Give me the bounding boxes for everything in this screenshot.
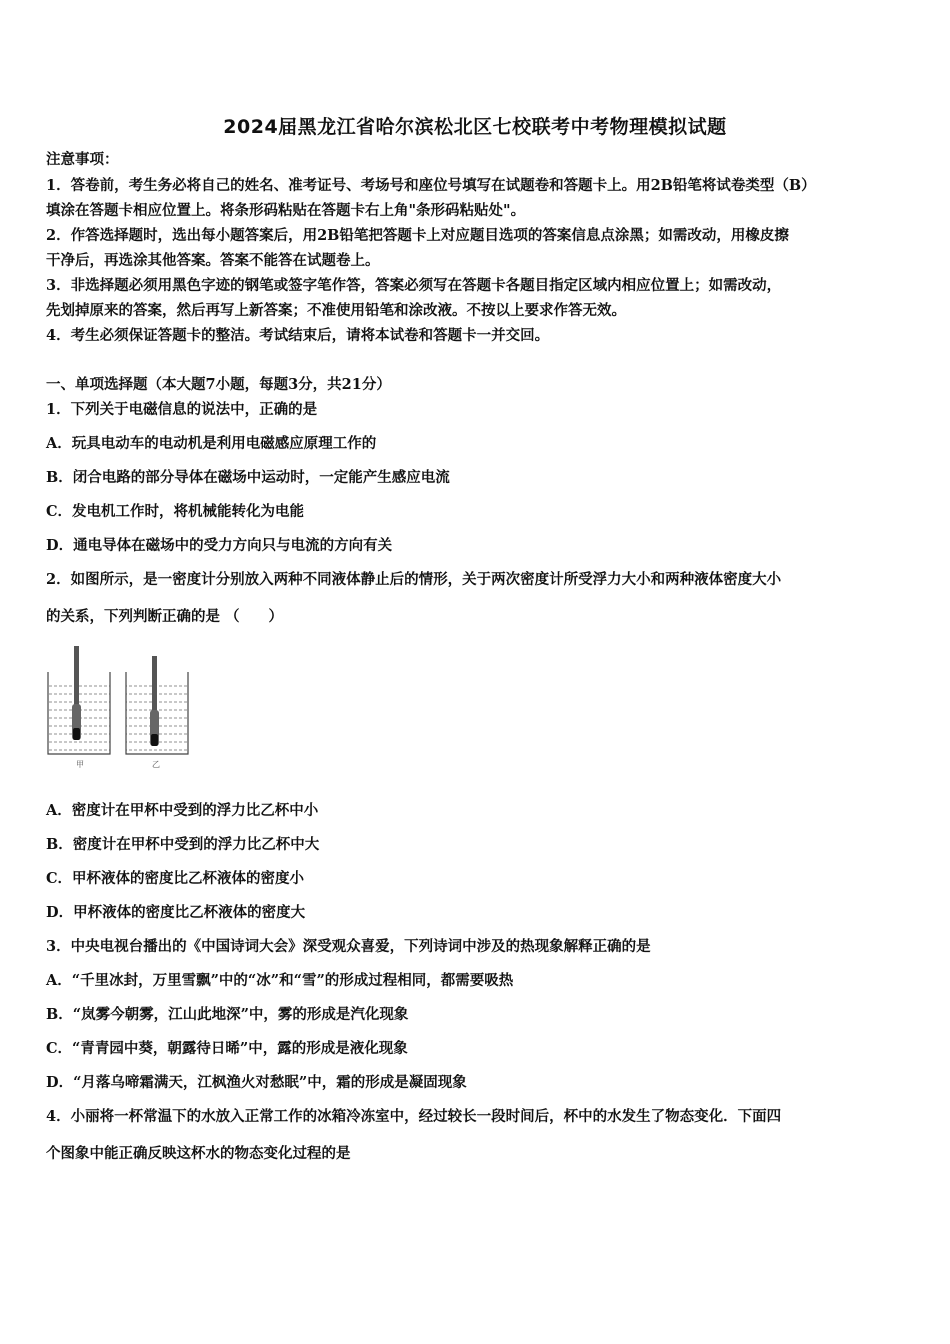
notice-line: 干净后，再选涂其他答案。答案不能答在试题卷上。 bbox=[46, 252, 380, 269]
notice-line: 3．非选择题必须用黑色字迹的钢笔或签字笔作答，答案必须写在答题卡各题目指定区域内相应位置上；如需改动， bbox=[46, 277, 782, 294]
question-1-option-a: A．玩具电动车的电动机是利用电磁感应原理工作的 bbox=[46, 435, 377, 452]
question-3-stem: 3．中央电视台播出的《中国诗词大会》深受观众喜爱，下列诗词中涉及的热现象解释正确的是 bbox=[46, 938, 651, 955]
question-2-stem-cont: 的关系，下列判断正确的是 （ ） bbox=[46, 608, 284, 625]
question-2-option-d: D．甲杯液体的密度比乙杯液体的密度大 bbox=[46, 904, 306, 921]
question-2-option-b: B．密度计在甲杯中受到的浮力比乙杯中大 bbox=[46, 836, 320, 853]
question-4-stem: 4．小丽将一杯常温下的水放入正常工作的冰箱冷冻室中，经过较长一段时间后，杯中的水发生了物态变化．下面四 bbox=[46, 1108, 782, 1125]
notice-line: 4．考生必须保证答题卡的整洁。考试结束后，请将本试卷和答题卡一并交回。 bbox=[46, 327, 550, 344]
notice-line: 先划掉原来的答案，然后再写上新答案；不准使用铅笔和涂改液。不按以上要求作答无效。 bbox=[46, 302, 626, 319]
question-2-option-a: A．密度计在甲杯中受到的浮力比乙杯中小 bbox=[46, 802, 319, 819]
notice-line: 1．答卷前，考生务必将自己的姓名、准考证号、考场号和座位号填写在试题卷和答题卡上。用2B铅笔将试卷类型（B） bbox=[46, 177, 816, 194]
question-3-option-b: B．“岚雾今朝雾，江山此地深”中，雾的形成是汽化现象 bbox=[46, 1006, 409, 1023]
label-yi: 乙 bbox=[152, 760, 160, 769]
question-3-option-a: A．“千里冰封，万里雪飘”中的“冰”和“雪”的形成过程相同，都需要吸热 bbox=[46, 972, 514, 989]
question-3-option-c: C．“青青园中葵，朝露待日晞”中，露的形成是液化现象 bbox=[46, 1040, 408, 1057]
question-1-option-b: B．闭合电路的部分导体在磁场中运动时，一定能产生感应电流 bbox=[46, 469, 450, 486]
hydrometer-figure bbox=[44, 642, 194, 770]
notice-line: 2．作答选择题时，选出每小题答案后，用2B铅笔把答题卡上对应题目选项的答案信息点涂黑；如需改动，用橡皮擦 bbox=[46, 227, 789, 244]
beaker-yi bbox=[126, 656, 188, 754]
beaker-jia bbox=[48, 646, 110, 754]
question-1-stem: 1．下列关于电磁信息的说法中，正确的是 bbox=[46, 401, 318, 418]
page-title: 2024届黑龙江省哈尔滨松北区七校联考中考物理模拟试题 bbox=[223, 116, 727, 138]
label-jia: 甲 bbox=[76, 760, 84, 769]
notice-heading: 注意事项： bbox=[46, 151, 119, 168]
question-2-stem: 2．如图所示，是一密度计分别放入两种不同液体静止后的情形，关于两次密度计所受浮力大小和两种液体密度大小 bbox=[46, 571, 782, 588]
notice-line: 填涂在答题卡相应位置上。将条形码粘贴在答题卡右上角"条形码粘贴处"。 bbox=[46, 202, 526, 219]
question-3-option-d: D．“月落乌啼霜满天，江枫渔火对愁眠”中，霜的形成是凝固现象 bbox=[46, 1074, 467, 1091]
section-heading: 一、单项选择题（本大题7小题，每题3分，共21分） bbox=[46, 376, 391, 393]
question-2-option-c: C．甲杯液体的密度比乙杯液体的密度小 bbox=[46, 870, 305, 887]
question-4-stem-cont: 个图象中能正确反映这杯水的物态变化过程的是 bbox=[46, 1145, 351, 1162]
question-1-option-c: C．发电机工作时，将机械能转化为电能 bbox=[46, 503, 305, 520]
question-1-option-d: D．通电导体在磁场中的受力方向只与电流的方向有关 bbox=[46, 537, 393, 554]
